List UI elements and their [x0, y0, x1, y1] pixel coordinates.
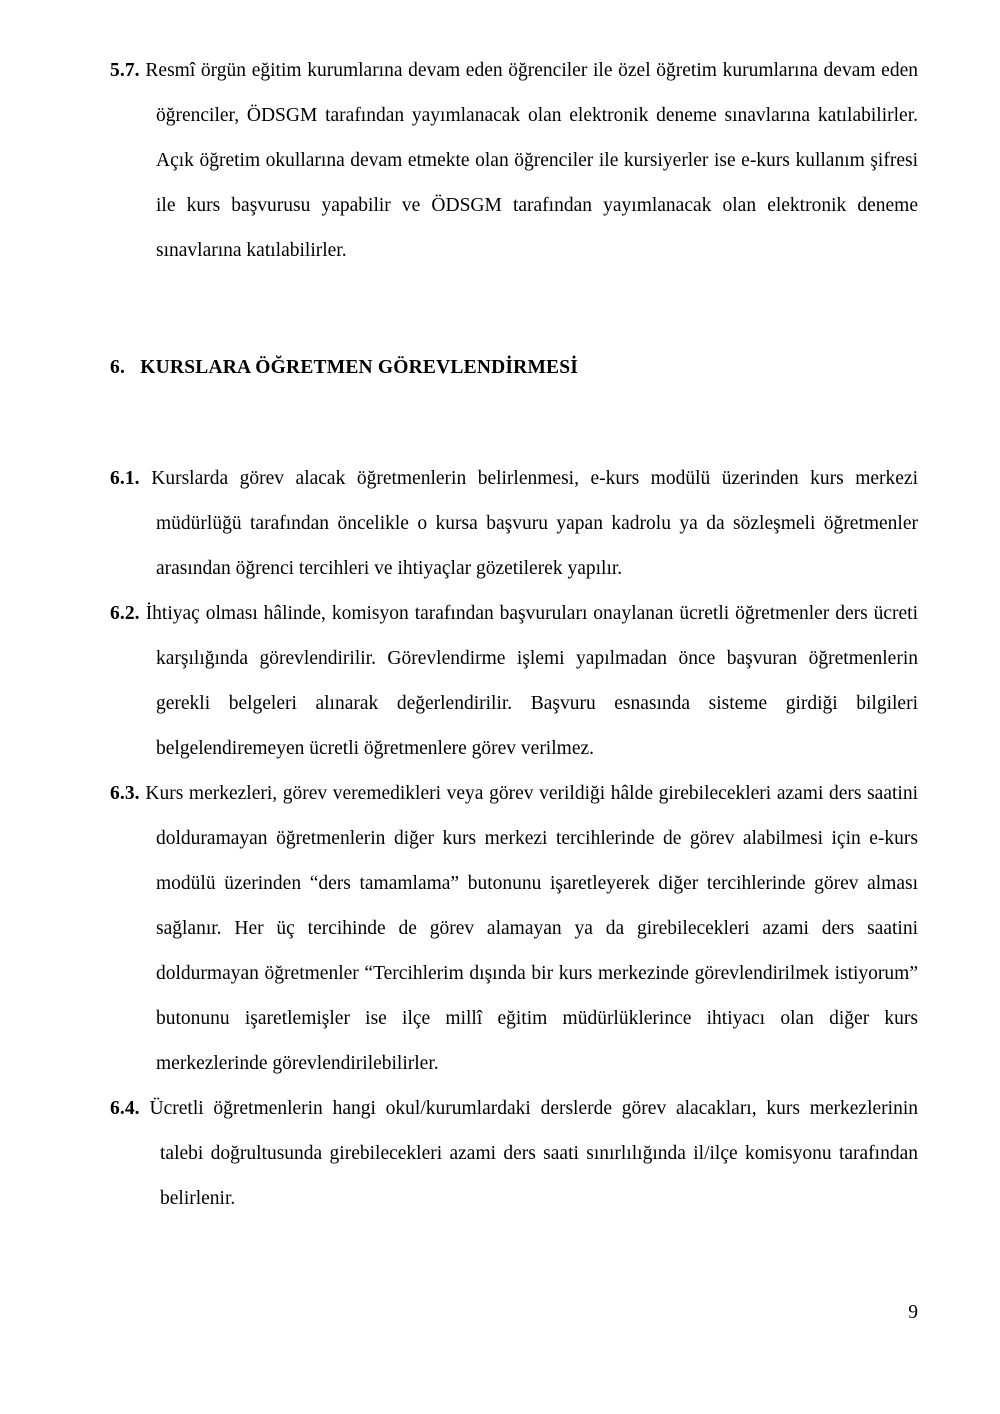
page-number: 9 [908, 1301, 918, 1323]
clause-5-7 [110, 48, 918, 273]
clause-6-2 [110, 591, 918, 771]
clause-5-7-number: 5.7. [110, 60, 140, 81]
clause-5-7-text: Resmî örgün eğitim kurumlarına devam eden öğrenciler ile özel öğretim kurumlarına devam eden öğrenciler, ÖDSGM tarafından yayımlanacak olan elektronik deneme sınavlarına katılabilirler. Açık öğretim okullarına devam etmekte olan öğrenciler ile kursiyerler ise e-kurs kullanım şifresi ile kurs başvurusu yapabilir ve ÖDSGM tarafından yayımlanacak olan elektronik deneme sınavlarına katılabilirler. [145, 60, 918, 261]
clause-6-1 [110, 456, 918, 591]
clause-6-3 [110, 771, 918, 1086]
clause-6-4-number: 6.4. [110, 1098, 140, 1119]
clause-6-3-number: 6.3. [110, 783, 140, 804]
spacer-before-heading [110, 273, 918, 345]
clause-6-2-number: 6.2. [110, 603, 140, 624]
section-heading-6 [110, 345, 918, 390]
section-heading-6-number: 6. [110, 357, 126, 378]
clause-6-1-number: 6.1. [110, 468, 140, 489]
clause-6-1-text: Kurslarda görev alacak öğretmenlerin belirlenmesi, e-kurs modülü üzerinden kurs merkezi müdürlüğü tarafından öncelikle o kursa başvuru yapan kadrolu ya da sözleşmeli öğretmenler arasından öğrenci tercihleri ve ihtiyaçlar gözetilerek yapılır. [151, 468, 918, 579]
clause-6-3-text: Kurs merkezleri, görev veremedikleri veya görev verildiği hâlde girebilecekleri azami ders saatini dolduramayan öğretmenlerin diğer kurs merkezi tercihlerinde de görev alabilmesi için e-kurs modülü üzerinden “ders tamamlama” butonunu işaretleyerek diğer tercihlerinde görev alması sağlanır. Her üç tercihinde de görev alamayan ya da girebilecekleri azami ders saatini doldurmayan öğretmenler “Tercihlerim dışında bir kurs merkezinde görevlendirilmek istiyorum” butonunu işaretlemişler ise ilçe millî eğitim müdürlüklerince ihtiyacı olan diğer kurs merkezlerinde görevlendirilebilirler. [145, 783, 918, 1074]
clause-6-4-text: Ücretli öğretmenlerin hangi okul/kurumlardaki derslerde görev alacakları, kurs merkezlerinin talebi doğrultusunda girebilecekleri azami ders saati sınırlılığında il/ilçe komisyonu tarafından belirlenir. [149, 1098, 918, 1209]
clause-6-4 [110, 1086, 918, 1221]
page-content [110, 48, 918, 1221]
spacer-after-heading [110, 390, 918, 456]
clause-6-2-text: İhtiyaç olması hâlinde, komisyon tarafından başvuruları onaylanan ücretli öğretmenler ders ücreti karşılığında görevlendirilir. Görevlendirme işlemi yapılmadan önce başvuran öğretmenlerin gerekli belgeleri alınarak değerlendirilir. Başvuru esnasında sisteme girdiği bilgileri belgelendiremeyen ücretli öğretmenlere görev verilmez. [145, 603, 918, 759]
section-heading-6-text: KURSLARA ÖĞRETMEN GÖREVLENDİRMESİ [140, 357, 579, 378]
